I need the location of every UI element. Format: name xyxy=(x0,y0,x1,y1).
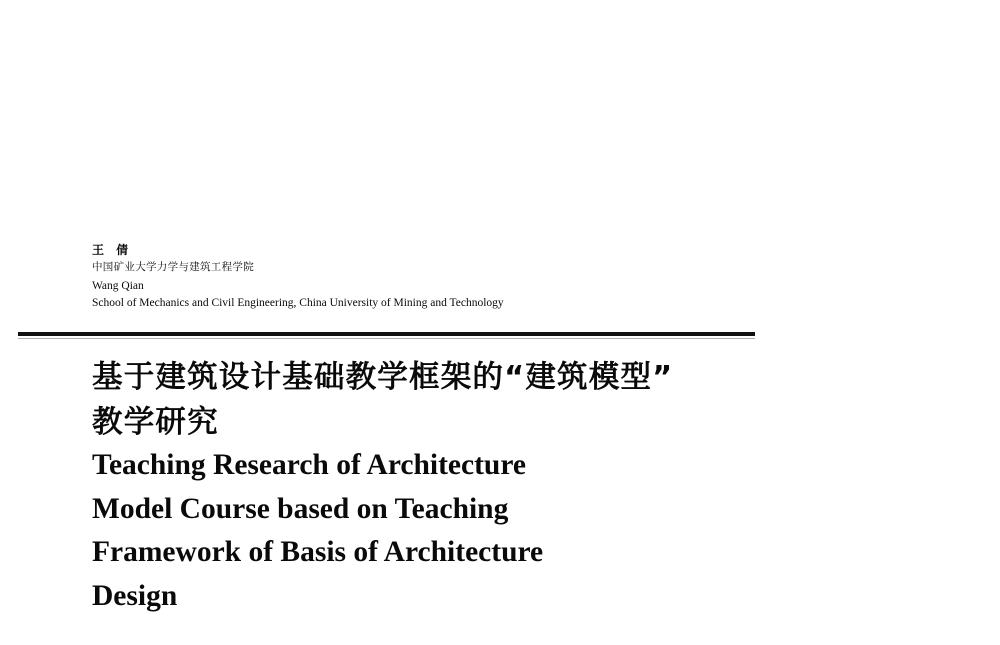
author-name-cn: 王 倩 xyxy=(92,243,133,257)
author-name-en: Wang Qian xyxy=(92,280,144,292)
paper-title-cn-line-2: 教学研究 xyxy=(92,405,219,440)
paper-title-en xyxy=(92,444,772,618)
paper-title-en-line-4: Design xyxy=(92,579,178,612)
paper-title-cn xyxy=(92,355,782,445)
paper-title-en-line-3: Framework of Basis of Architecture xyxy=(92,536,544,568)
title-divider-rule xyxy=(18,332,755,336)
author-affiliation-en: School of Mechanics and Civil Engineering, China University of Mining and Technology xyxy=(92,297,504,309)
author-affiliation-cn: 中国矿业大学力学与建筑工程学院 xyxy=(92,261,254,273)
paper-title-cn-line-1: 基于建筑设计基础教学框架的“建筑模型” xyxy=(92,360,674,395)
paper-title-en-line-2: Model Course based on Teaching xyxy=(92,492,509,525)
author-block xyxy=(92,243,504,310)
title-divider-rule-shadow xyxy=(18,338,755,339)
paper-title-en-line-1: Teaching Research of Architecture xyxy=(92,449,526,481)
